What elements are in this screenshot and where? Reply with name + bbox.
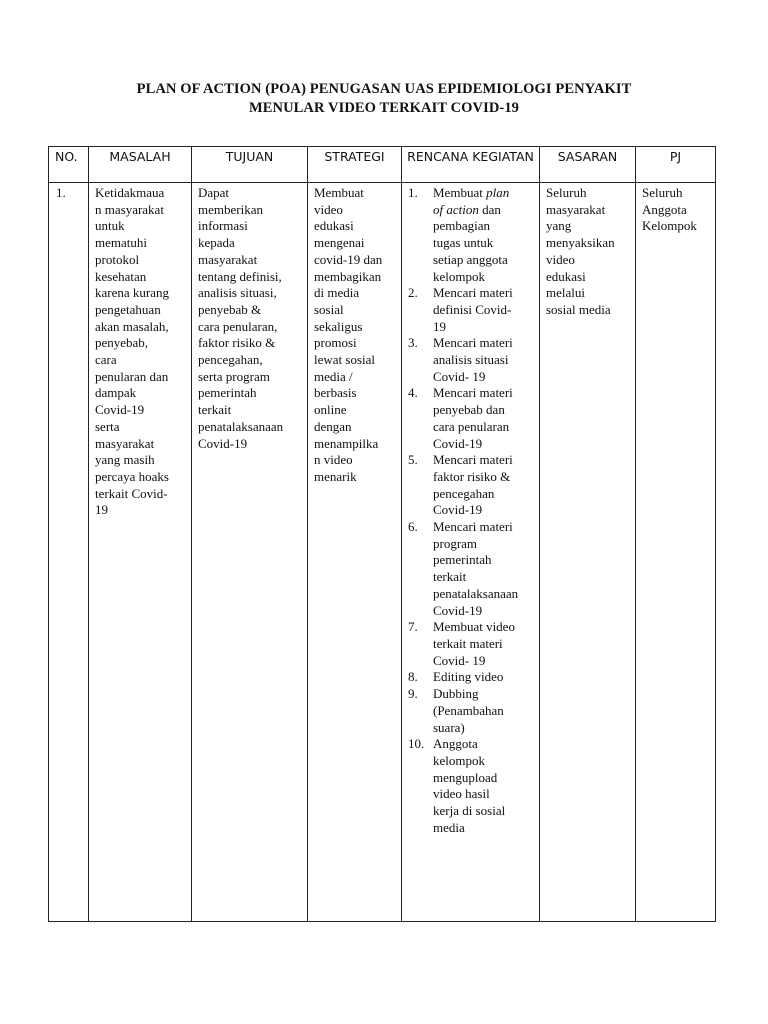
kegiatan-list [408, 185, 535, 836]
kegiatan-item [408, 619, 535, 669]
kegiatan-item [408, 669, 535, 686]
cell-no: 1. [49, 183, 89, 922]
kegiatan-text: Mencari materi definisi Covid- 19 [433, 285, 513, 334]
header-tujuan: TUJUAN [192, 147, 308, 183]
kegiatan-item [408, 519, 535, 619]
header-no: NO. [49, 147, 89, 183]
header-sasaran: SASARAN [540, 147, 636, 183]
kegiatan-number: 4. [408, 385, 418, 401]
title-line-2: MENULAR VIDEO TERKAIT COVID-19 [248, 100, 520, 116]
kegiatan-number: 8. [408, 669, 418, 685]
kegiatan-item [408, 285, 535, 335]
cell-strategi: Membuat video edukasi mengenai covid-19 dan membagikan di media sosial sekaligus promosi lewat sosial media / berbasis online dengan menampilka n video menarik [308, 183, 402, 922]
kegiatan-number: 10. [408, 736, 425, 752]
kegiatan-number: 2. [408, 285, 418, 301]
header-strategi: STRATEGI [308, 147, 402, 183]
kegiatan-text: Mencari materi analisis situasi Covid- 19 [433, 335, 513, 384]
kegiatan-item [408, 452, 535, 519]
table-row [49, 183, 716, 922]
cell-tujuan: Dapat memberikan informasi kepada masyarakat tentang definisi, analisis situasi, penyebab & cara penularan, faktor risiko & pencegahan, serta program pemerintah terkait penatalaksanaan Covid-19 [192, 183, 308, 922]
cell-sasaran: Seluruh masyarakat yang menyaksikan video edukasi melalui sosial media [540, 183, 636, 922]
kegiatan-item [408, 185, 535, 285]
kegiatan-text [433, 185, 535, 285]
cell-masalah: Ketidakmaua n masyarakat untuk mematuhi protokol kesehatan karena kurang pengetahuan akan masalah, penyebab, cara penularan dan dampak Covid-19 serta masyarakat yang masih percaya hoaks terkait Covid- 19 [89, 183, 192, 922]
cell-rencana-kegiatan [402, 183, 540, 922]
document-title [0, 80, 768, 118]
kegiatan-text-italic: plan of action [433, 185, 510, 217]
kegiatan-item [408, 385, 535, 452]
plan-of-action-table [48, 146, 716, 922]
kegiatan-item [408, 736, 535, 836]
kegiatan-number: 5. [408, 452, 418, 468]
kegiatan-text: Editing video [433, 669, 504, 685]
table-header-row [49, 147, 716, 183]
kegiatan-number: 6. [408, 519, 418, 535]
kegiatan-number: 9. [408, 686, 418, 702]
header-rencana-kegiatan: RENCANA KEGIATAN [402, 147, 540, 183]
kegiatan-text-prefix: Membuat [433, 185, 487, 200]
kegiatan-text: Mencari materi penyebab dan cara penularan Covid-19 [433, 385, 513, 451]
kegiatan-text: Dubbing (Penambahan suara) [433, 686, 504, 735]
kegiatan-text: Anggota kelompok mengupload video hasil kerja di sosial media [433, 736, 506, 835]
kegiatan-text-suffix: dan pembagian tugas untuk setiap anggota kelompok [433, 201, 508, 284]
kegiatan-number: 3. [408, 335, 418, 351]
kegiatan-text: Membuat video terkait materi Covid- 19 [433, 619, 515, 668]
header-masalah: MASALAH [89, 147, 192, 183]
kegiatan-number: 1. [408, 185, 418, 200]
kegiatan-text: Mencari materi faktor risiko & pencegahan Covid-19 [433, 452, 513, 518]
header-pj: PJ [636, 147, 716, 183]
cell-pj: Seluruh Anggota Kelompok [636, 183, 716, 922]
kegiatan-item [408, 335, 535, 385]
title-line-1: PLAN OF ACTION (POA) PENUGASAN UAS EPIDEMIOLOGI PENYAKIT [136, 81, 632, 97]
kegiatan-text: Mencari materi program pemerintah terkait penatalaksanaan Covid-19 [433, 519, 519, 618]
kegiatan-item [408, 686, 535, 736]
kegiatan-number: 7. [408, 619, 418, 635]
